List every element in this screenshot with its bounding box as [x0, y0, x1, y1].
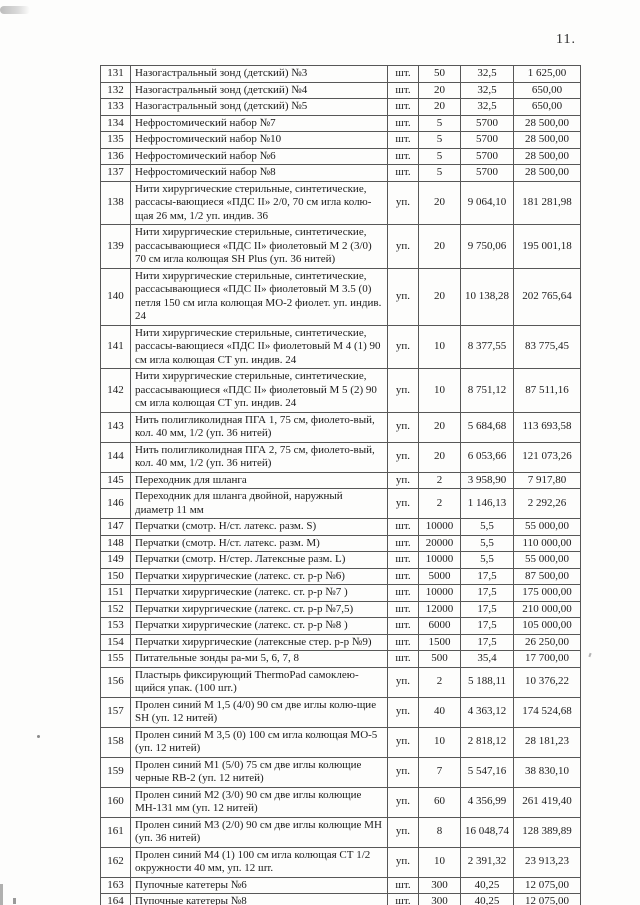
- total-price-cell: 26 250,00: [514, 634, 581, 651]
- row-number-cell: 136: [101, 148, 131, 165]
- quantity-cell: 20: [419, 99, 461, 116]
- quantity-cell: 5: [419, 132, 461, 149]
- unit-cell: уп.: [388, 325, 419, 369]
- unit-price-cell: 17,5: [461, 618, 514, 635]
- table-row: [101, 535, 581, 552]
- unit-price-cell: 17,5: [461, 585, 514, 602]
- unit-price-cell: 2 391,32: [461, 847, 514, 877]
- row-number-cell: 144: [101, 442, 131, 472]
- total-price-cell: 28 181,23: [514, 727, 581, 757]
- quantity-cell: 20000: [419, 535, 461, 552]
- quantity-cell: 20: [419, 82, 461, 99]
- unit-price-cell: 8 751,12: [461, 369, 514, 413]
- row-number-cell: 142: [101, 369, 131, 413]
- total-price-cell: 87 500,00: [514, 568, 581, 585]
- total-price-cell: 7 917,80: [514, 472, 581, 489]
- unit-cell: шт.: [388, 82, 419, 99]
- page-number: 11.: [556, 32, 576, 47]
- unit-cell: уп.: [388, 697, 419, 727]
- quantity-cell: 20: [419, 412, 461, 442]
- total-price-cell: 28 500,00: [514, 132, 581, 149]
- table-row: [101, 132, 581, 149]
- quantity-cell: 8: [419, 817, 461, 847]
- unit-price-cell: 2 818,12: [461, 727, 514, 757]
- row-number-cell: 153: [101, 618, 131, 635]
- item-name-cell: Нефростомический набор №7: [131, 115, 388, 132]
- row-number-cell: 135: [101, 132, 131, 149]
- item-name-cell: Нить полигликолидная ПГА 2, 75 см, фиолето-вый, кол. 40 мм, 1/2 (уп. 36 нитей): [131, 442, 388, 472]
- item-name-cell: Переходник для шланга: [131, 472, 388, 489]
- row-number-cell: 159: [101, 757, 131, 787]
- item-name-cell: Питательные зонды ра-ми 5, 6, 7, 8: [131, 651, 388, 668]
- total-price-cell: 55 000,00: [514, 519, 581, 536]
- quantity-cell: 5: [419, 115, 461, 132]
- quantity-cell: 20: [419, 181, 461, 225]
- table-row: [101, 165, 581, 182]
- item-name-cell: Перчатки хирургические (латекс. ст. р-р №7 ): [131, 585, 388, 602]
- total-price-cell: 261 419,40: [514, 787, 581, 817]
- unit-price-cell: 5,5: [461, 519, 514, 536]
- scan-smudge: [0, 6, 30, 14]
- row-number-cell: 164: [101, 894, 131, 905]
- row-number-cell: 141: [101, 325, 131, 369]
- total-price-cell: 110 000,00: [514, 535, 581, 552]
- total-price-cell: 105 000,00: [514, 618, 581, 635]
- unit-price-cell: 5700: [461, 132, 514, 149]
- unit-cell: шт.: [388, 568, 419, 585]
- quantity-cell: 10: [419, 847, 461, 877]
- total-price-cell: 210 000,00: [514, 601, 581, 618]
- unit-cell: уп.: [388, 727, 419, 757]
- table-row: [101, 99, 581, 116]
- item-name-cell: Пролен синий М2 (3/0) 90 см две иглы колющие МН-131 мм (уп. 12 нитей): [131, 787, 388, 817]
- unit-cell: шт.: [388, 601, 419, 618]
- unit-price-cell: 5,5: [461, 552, 514, 569]
- quantity-cell: 6000: [419, 618, 461, 635]
- row-number-cell: 148: [101, 535, 131, 552]
- item-name-cell: Нити хирургические стерильные, синтетические, рассасы-вающиеся «ПДС II» фиолетовый М 4 (1) 90 см игла колющая СТ уп. индив. 24: [131, 325, 388, 369]
- unit-cell: уп.: [388, 369, 419, 413]
- unit-cell: шт.: [388, 877, 419, 894]
- row-number-cell: 156: [101, 667, 131, 697]
- item-name-cell: Нити хирургические стерильные, синтетические, рассасы-вающиеся «ПДС II» 2/0, 70 см игла колю-щая 26 мм, 1/2 уп. индив. 36: [131, 181, 388, 225]
- item-name-cell: Пролен синий М4 (1) 100 см игла колющая СТ 1/2 окружности 40 мм, уп. 12 шт.: [131, 847, 388, 877]
- unit-cell: уп.: [388, 268, 419, 325]
- row-number-cell: 138: [101, 181, 131, 225]
- total-price-cell: 175 000,00: [514, 585, 581, 602]
- quantity-cell: 10000: [419, 519, 461, 536]
- unit-price-cell: 32,5: [461, 82, 514, 99]
- table-row: [101, 651, 581, 668]
- row-number-cell: 162: [101, 847, 131, 877]
- unit-price-cell: 32,5: [461, 99, 514, 116]
- unit-cell: уп.: [388, 442, 419, 472]
- unit-price-cell: 1 146,13: [461, 489, 514, 519]
- item-name-cell: Нефростомический набор №10: [131, 132, 388, 149]
- table-row: [101, 66, 581, 83]
- item-name-cell: Перчатки хирургические (латекс. ст. р-р №6): [131, 568, 388, 585]
- total-price-cell: 10 376,22: [514, 667, 581, 697]
- quantity-cell: 500: [419, 651, 461, 668]
- row-number-cell: 146: [101, 489, 131, 519]
- unit-price-cell: 40,25: [461, 894, 514, 905]
- unit-price-cell: 3 958,90: [461, 472, 514, 489]
- row-number-cell: 133: [101, 99, 131, 116]
- item-name-cell: Перчатки (смотр. Н/ст. латекс. разм. М): [131, 535, 388, 552]
- quantity-cell: 300: [419, 877, 461, 894]
- quantity-cell: 7: [419, 757, 461, 787]
- table-row: [101, 787, 581, 817]
- total-price-cell: 2 292,26: [514, 489, 581, 519]
- unit-price-cell: 6 053,66: [461, 442, 514, 472]
- total-price-cell: 12 075,00: [514, 877, 581, 894]
- unit-cell: шт.: [388, 132, 419, 149]
- total-price-cell: 174 524,68: [514, 697, 581, 727]
- item-name-cell: Перчатки (смотр. Н/ст. латекс. разм. S): [131, 519, 388, 536]
- unit-cell: шт.: [388, 115, 419, 132]
- unit-price-cell: 10 138,28: [461, 268, 514, 325]
- unit-cell: шт.: [388, 552, 419, 569]
- table-row: [101, 877, 581, 894]
- table-row: [101, 82, 581, 99]
- quantity-cell: 10: [419, 727, 461, 757]
- total-price-cell: 55 000,00: [514, 552, 581, 569]
- unit-price-cell: 5700: [461, 148, 514, 165]
- row-number-cell: 131: [101, 66, 131, 83]
- table-row: [101, 472, 581, 489]
- row-number-cell: 151: [101, 585, 131, 602]
- row-number-cell: 145: [101, 472, 131, 489]
- unit-price-cell: 9 750,06: [461, 225, 514, 269]
- quantity-cell: 300: [419, 894, 461, 905]
- table-row: [101, 697, 581, 727]
- unit-cell: уп.: [388, 847, 419, 877]
- unit-price-cell: 35,4: [461, 651, 514, 668]
- unit-price-cell: 4 363,12: [461, 697, 514, 727]
- quantity-cell: 2: [419, 667, 461, 697]
- quantity-cell: 10000: [419, 552, 461, 569]
- scan-edge-artifact: [0, 884, 3, 905]
- total-price-cell: 128 389,89: [514, 817, 581, 847]
- quantity-cell: 2: [419, 472, 461, 489]
- row-number-cell: 163: [101, 877, 131, 894]
- table-row: [101, 727, 581, 757]
- row-number-cell: 140: [101, 268, 131, 325]
- total-price-cell: 87 511,16: [514, 369, 581, 413]
- item-name-cell: Нити хирургические стерильные, синтетические, рассасывающиеся «ПДС II» фиолетовый М 5 (2) 90 см игла колющая СТ уп. индив. 24: [131, 369, 388, 413]
- table-row: [101, 894, 581, 905]
- row-number-cell: 143: [101, 412, 131, 442]
- row-number-cell: 155: [101, 651, 131, 668]
- unit-price-cell: 9 064,10: [461, 181, 514, 225]
- quantity-cell: 1500: [419, 634, 461, 651]
- total-price-cell: 195 001,18: [514, 225, 581, 269]
- scan-speck: [13, 898, 16, 904]
- unit-cell: уп.: [388, 181, 419, 225]
- row-number-cell: 157: [101, 697, 131, 727]
- unit-cell: шт.: [388, 894, 419, 905]
- table-row: [101, 552, 581, 569]
- unit-cell: уп.: [388, 787, 419, 817]
- unit-cell: шт.: [388, 634, 419, 651]
- table-row: [101, 817, 581, 847]
- table-row: [101, 585, 581, 602]
- unit-price-cell: 16 048,74: [461, 817, 514, 847]
- item-name-cell: Нити хирургические стерильные, синтетические, рассасывающиеся «ПДС II» фиолетовый М 3.5 (0) петля 150 см игла колющая МО-2 фиолет. уп. индив. 24: [131, 268, 388, 325]
- item-name-cell: Назогастральный зонд (детский) №4: [131, 82, 388, 99]
- table-row: [101, 412, 581, 442]
- row-number-cell: 149: [101, 552, 131, 569]
- row-number-cell: 134: [101, 115, 131, 132]
- table-row: [101, 601, 581, 618]
- item-name-cell: Нити хирургические стерильные, синтетические, рассасывающиеся «ПДС II» фиолетовый М 2 (3/0) 70 см игла колющая SH Plus (уп. 36 нитей): [131, 225, 388, 269]
- total-price-cell: 17 700,00: [514, 651, 581, 668]
- unit-cell: шт.: [388, 148, 419, 165]
- unit-cell: уп.: [388, 225, 419, 269]
- quantity-cell: 12000: [419, 601, 461, 618]
- total-price-cell: 650,00: [514, 82, 581, 99]
- item-name-cell: Пролен синий М1 (5/0) 75 см две иглы колющие черные RB-2 (уп. 12 нитей): [131, 757, 388, 787]
- table-row: [101, 225, 581, 269]
- item-name-cell: Перчатки (смотр. Н/стер. Латексные разм. L): [131, 552, 388, 569]
- unit-price-cell: 5 547,16: [461, 757, 514, 787]
- unit-cell: шт.: [388, 99, 419, 116]
- row-number-cell: 152: [101, 601, 131, 618]
- row-number-cell: 147: [101, 519, 131, 536]
- row-number-cell: 137: [101, 165, 131, 182]
- total-price-cell: 28 500,00: [514, 115, 581, 132]
- scan-speck: [588, 653, 591, 657]
- scan-speck: [37, 735, 40, 738]
- total-price-cell: 113 693,58: [514, 412, 581, 442]
- quantity-cell: 2: [419, 489, 461, 519]
- unit-price-cell: 5700: [461, 165, 514, 182]
- table-row: [101, 757, 581, 787]
- quantity-cell: 60: [419, 787, 461, 817]
- quantity-cell: 10: [419, 369, 461, 413]
- row-number-cell: 132: [101, 82, 131, 99]
- quantity-cell: 5: [419, 165, 461, 182]
- item-name-cell: Переходник для шланга двойной, наружный диаметр 11 мм: [131, 489, 388, 519]
- unit-cell: шт.: [388, 651, 419, 668]
- row-number-cell: 150: [101, 568, 131, 585]
- item-name-cell: Нефростомический набор №6: [131, 148, 388, 165]
- quantity-cell: 20: [419, 442, 461, 472]
- table-row: [101, 489, 581, 519]
- item-name-cell: Пролен синий М3 (2/0) 90 см две иглы колющие МН (уп. 36 нитей): [131, 817, 388, 847]
- unit-price-cell: 5 684,68: [461, 412, 514, 442]
- row-number-cell: 139: [101, 225, 131, 269]
- row-number-cell: 161: [101, 817, 131, 847]
- item-name-cell: Нить полигликолидная ПГА 1, 75 см, фиолето-вый, кол. 40 мм, 1/2 (уп. 36 нитей): [131, 412, 388, 442]
- table-row: [101, 325, 581, 369]
- total-price-cell: 121 073,26: [514, 442, 581, 472]
- item-name-cell: Назогастральный зонд (детский) №3: [131, 66, 388, 83]
- table-row: [101, 115, 581, 132]
- total-price-cell: 83 775,45: [514, 325, 581, 369]
- unit-cell: шт.: [388, 165, 419, 182]
- item-name-cell: Пролен синий М 3,5 (0) 100 см игла колющая МО-5 (уп. 12 нитей): [131, 727, 388, 757]
- quantity-cell: 40: [419, 697, 461, 727]
- table-row: [101, 634, 581, 651]
- table-row: [101, 618, 581, 635]
- table-row: [101, 568, 581, 585]
- unit-cell: шт.: [388, 535, 419, 552]
- total-price-cell: 181 281,98: [514, 181, 581, 225]
- items-table: [100, 65, 581, 905]
- item-name-cell: Пролен синий М 1,5 (4/0) 90 см две иглы колю-щие SH (уп. 12 нитей): [131, 697, 388, 727]
- total-price-cell: 23 913,23: [514, 847, 581, 877]
- item-name-cell: Пупочные катетеры №8: [131, 894, 388, 905]
- unit-price-cell: 5700: [461, 115, 514, 132]
- quantity-cell: 20: [419, 268, 461, 325]
- row-number-cell: 160: [101, 787, 131, 817]
- unit-cell: уп.: [388, 757, 419, 787]
- table-row: [101, 519, 581, 536]
- quantity-cell: 20: [419, 225, 461, 269]
- item-name-cell: Перчатки хирургические (латекс. ст. р-р №8 ): [131, 618, 388, 635]
- total-price-cell: 650,00: [514, 99, 581, 116]
- total-price-cell: 28 500,00: [514, 148, 581, 165]
- table-row: [101, 667, 581, 697]
- quantity-cell: 10000: [419, 585, 461, 602]
- total-price-cell: 28 500,00: [514, 165, 581, 182]
- table-row: [101, 268, 581, 325]
- unit-price-cell: 40,25: [461, 877, 514, 894]
- unit-cell: шт.: [388, 585, 419, 602]
- table-row: [101, 181, 581, 225]
- table-row: [101, 442, 581, 472]
- total-price-cell: 1 625,00: [514, 66, 581, 83]
- unit-cell: шт.: [388, 519, 419, 536]
- unit-price-cell: 5 188,11: [461, 667, 514, 697]
- item-name-cell: Перчатки хирургические (латекс. ст. р-р №7,5): [131, 601, 388, 618]
- unit-price-cell: 8 377,55: [461, 325, 514, 369]
- quantity-cell: 10: [419, 325, 461, 369]
- table-row: [101, 148, 581, 165]
- unit-cell: уп.: [388, 489, 419, 519]
- unit-price-cell: 32,5: [461, 66, 514, 83]
- unit-cell: шт.: [388, 618, 419, 635]
- unit-cell: уп.: [388, 667, 419, 697]
- row-number-cell: 158: [101, 727, 131, 757]
- table-row: [101, 847, 581, 877]
- unit-price-cell: 17,5: [461, 634, 514, 651]
- quantity-cell: 50: [419, 66, 461, 83]
- unit-price-cell: 17,5: [461, 601, 514, 618]
- quantity-cell: 5000: [419, 568, 461, 585]
- item-name-cell: Перчатки хирургические (латексные стер. р-р №9): [131, 634, 388, 651]
- unit-price-cell: 4 356,99: [461, 787, 514, 817]
- unit-cell: шт.: [388, 66, 419, 83]
- item-name-cell: Нефростомический набор №8: [131, 165, 388, 182]
- unit-price-cell: 5,5: [461, 535, 514, 552]
- unit-price-cell: 17,5: [461, 568, 514, 585]
- total-price-cell: 202 765,64: [514, 268, 581, 325]
- item-name-cell: Пластырь фиксирующий ThermoPad самоклею-щийся упак. (100 шт.): [131, 667, 388, 697]
- quantity-cell: 5: [419, 148, 461, 165]
- table-row: [101, 369, 581, 413]
- row-number-cell: 154: [101, 634, 131, 651]
- item-name-cell: Назогастральный зонд (детский) №5: [131, 99, 388, 116]
- total-price-cell: 38 830,10: [514, 757, 581, 787]
- item-name-cell: Пупочные катетеры №6: [131, 877, 388, 894]
- unit-cell: уп.: [388, 817, 419, 847]
- unit-cell: уп.: [388, 412, 419, 442]
- unit-cell: уп.: [388, 472, 419, 489]
- total-price-cell: 12 075,00: [514, 894, 581, 905]
